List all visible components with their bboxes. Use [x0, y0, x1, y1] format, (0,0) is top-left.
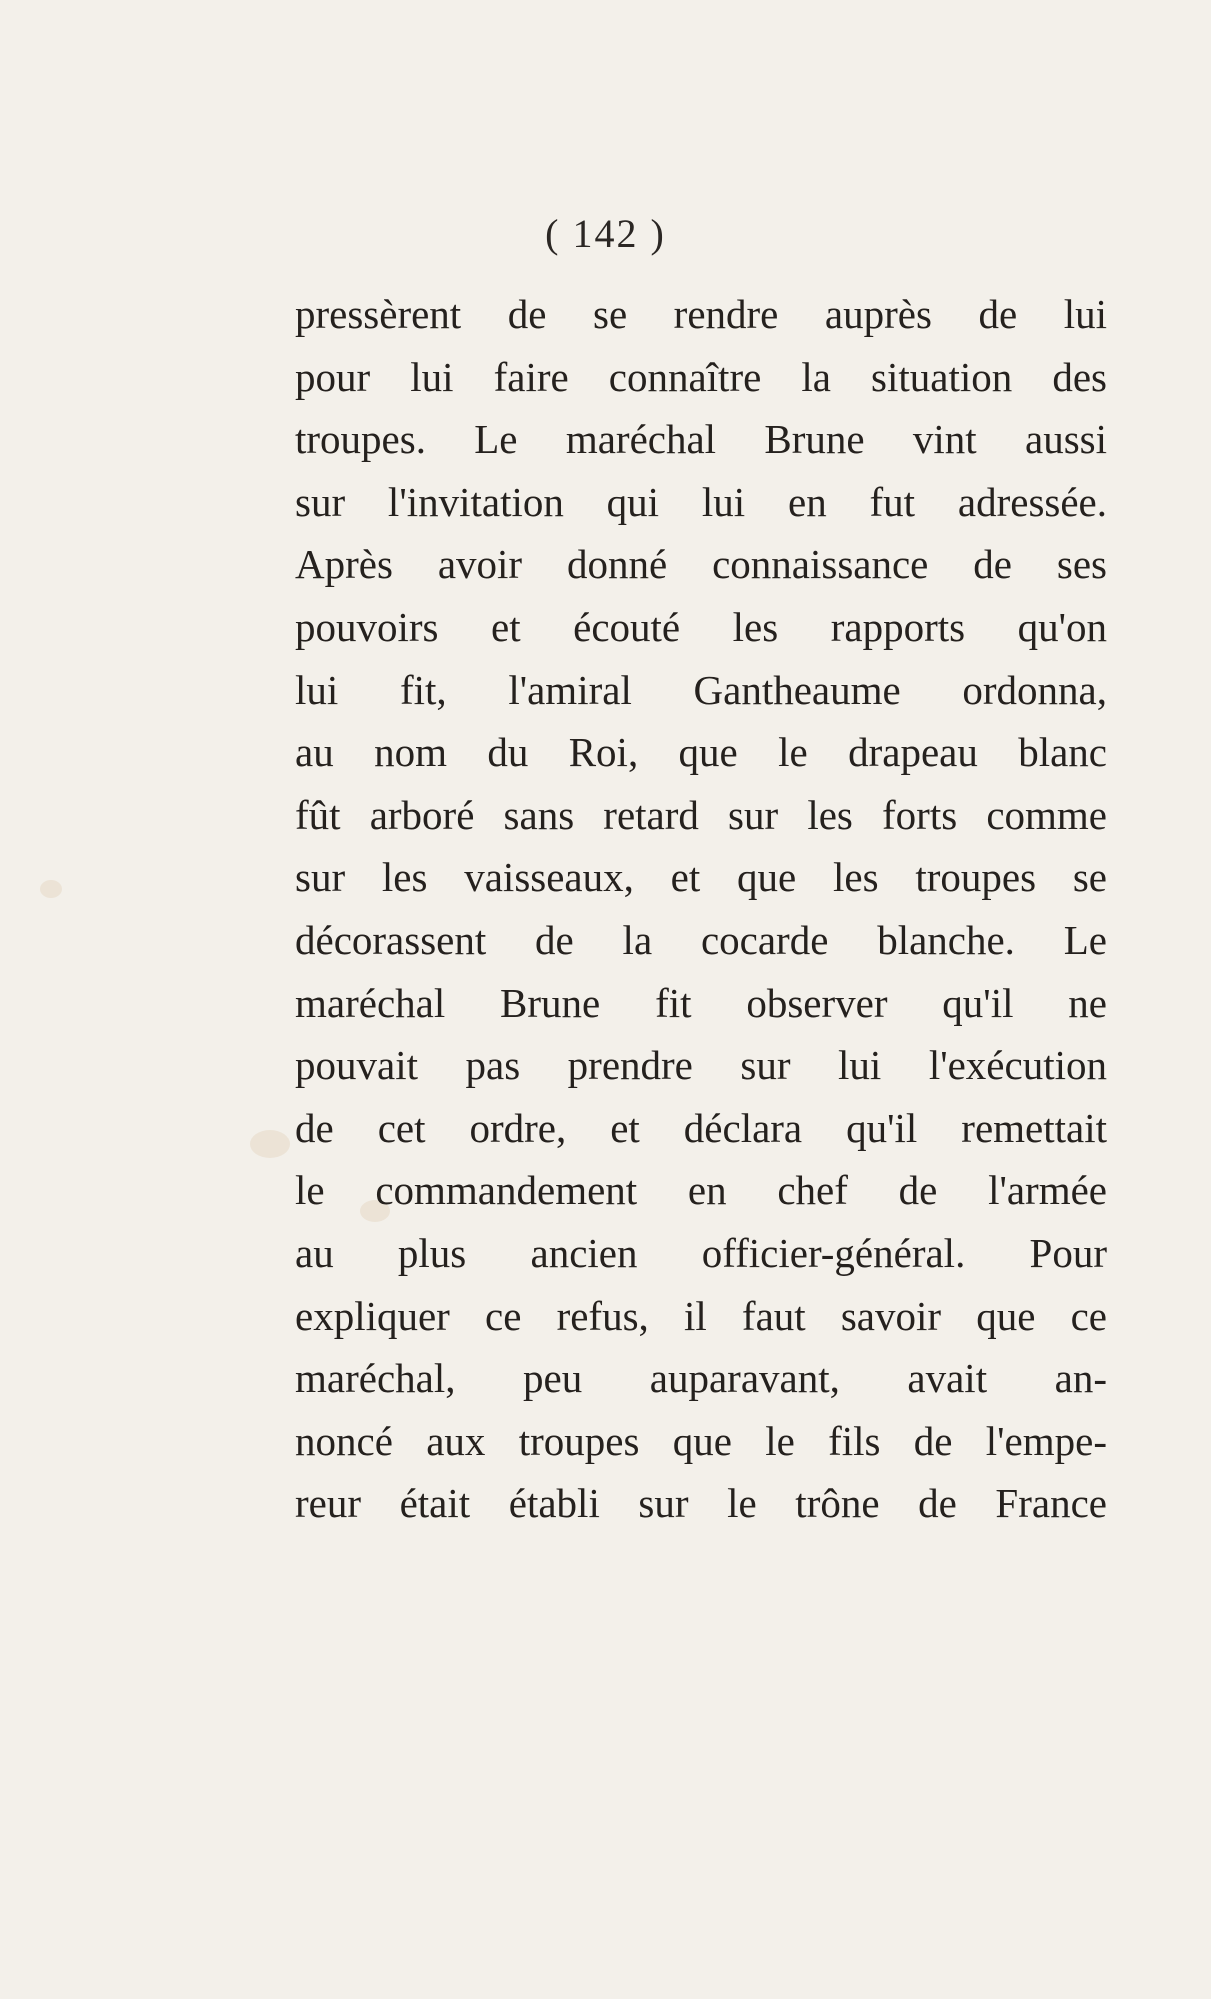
page-number: ( 142 ): [545, 211, 666, 256]
foxing-spot: [250, 1130, 290, 1158]
body-text: [295, 283, 1107, 1535]
text-line: Après avoir donné connaissance de ses: [295, 541, 1107, 588]
text-line: pour lui faire connaître la situation des: [295, 353, 1107, 400]
text-line: de cet ordre, et déclara qu'il remettait: [295, 1104, 1107, 1151]
text-line: au nom du Roi, que le drapeau blanc: [295, 729, 1107, 776]
text-line: expliquer ce refus, il faut savoir que ce: [295, 1292, 1107, 1339]
text-line: maréchal Brune fit observer qu'il ne: [295, 979, 1107, 1026]
text-line: sur l'invitation qui lui en fut adressée.: [295, 478, 1107, 525]
text-line: le commandement en chef de l'armée: [295, 1167, 1107, 1214]
text-line: fût arboré sans retard sur les forts comme: [295, 791, 1107, 838]
text-line: maréchal, peu auparavant, avait an-: [295, 1355, 1107, 1402]
text-line: troupes. Le maréchal Brune vint aussi: [295, 416, 1107, 463]
foxing-spot: [40, 880, 62, 898]
text-line: lui fit, l'amiral Gantheaume ordonna,: [295, 666, 1107, 713]
text-line: noncé aux troupes que le fils de l'empe-: [295, 1417, 1107, 1464]
text-line: pouvoirs et écouté les rapports qu'on: [295, 603, 1107, 650]
text-line: au plus ancien officier-général. Pour: [295, 1229, 1107, 1276]
text-line: reur était établi sur le trône de France: [295, 1480, 1107, 1527]
text-line: pouvait pas prendre sur lui l'exécution: [295, 1042, 1107, 1089]
text-line: décorassent de la cocarde blanche. Le: [295, 916, 1107, 963]
text-line: sur les vaisseaux, et que les troupes se: [295, 854, 1107, 901]
text-line: pressèrent de se rendre auprès de lui: [295, 291, 1107, 337]
